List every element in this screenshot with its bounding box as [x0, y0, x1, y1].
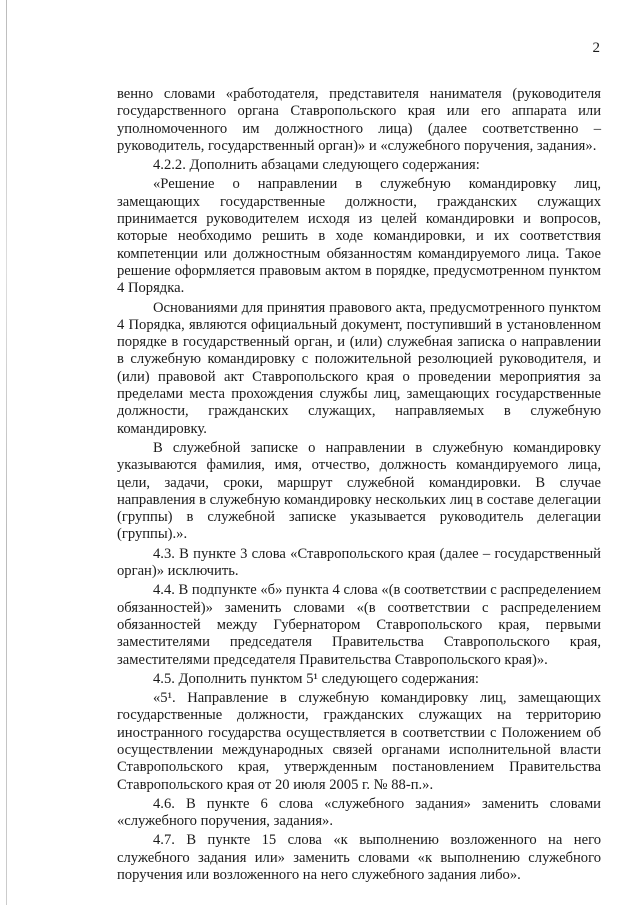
paragraph-memo: В служебной записке о направлении в служебную командировку указываются фамилия, имя, отчество, должность командируемого лица, цели, задачи, сроки, маршрут служебной командировки. В случае направления в служебную командировку нескольких лиц в составе делегации (группы) в служебной записке указывается руководитель делегации (группы).».: [117, 439, 601, 543]
paragraph-grounds: Основаниями для принятия правового акта, предусмотренного пунктом 4 Порядка, являются официальный документ, поступивший в установленном порядке в государственный орган, и (или) служебная записка о направлении в служебную командировку с положительной резолюцией руководителя, и (или) правовой акт Ставропольского края о проведении мероприятия за пределами места прохождения службы лиц, замещающих государственные должности, гражданских служащих, направляемых в служебную командировку.: [117, 299, 601, 437]
paragraph-4-2-2: 4.2.2. Дополнить абзацами следующего содержания:: [153, 157, 480, 174]
scan-edge-line: [6, 0, 7, 905]
paragraph-4-7: 4.7. В пункте 15 слова «к выполнению возложенного на него служебного задания или» заменить словами «к выполнению служебного поручения или возложенного на него служебного задания либо».: [117, 832, 601, 884]
paragraph-5-1: «5¹. Направление в служебную командировку лиц, замещающих государственные должности, гражданских служащих на территорию иностранного государства осуществляется в соответствии с Положением об осуществлении международных связей органами исполнительной власти Ставропольского края, утвержденным постановлением Правительства Ставропольского края от 20 июля 2005 г. № 88-п.».: [117, 690, 601, 793]
paragraph-4-5: 4.5. Дополнить пунктом 5¹ следующего содержания:: [153, 670, 479, 687]
paragraph-continuation: венно словами «работодателя, представителя нанимателя (руководителя государственного органа Ставропольского края или его аппарата или уполномоченного им должностного лица) (далее соответственно – руководитель, государственный орган)» и «служебного поручения, задания».: [117, 86, 601, 154]
paragraph-decision: «Решение о направлении в служебную командировку лиц, замещающих государственные должности, гражданских служащих принимается руководителем исходя из целей командировки и вопросов, которые необходимо решить в ходе командировки, и их соответствия компетенции или должностным обязанностям командируемого лица. Такое решение оформляется правовым актом в порядке, предусмотренном пунктом 4 Порядка.: [117, 176, 601, 297]
paragraph-4-6: 4.6. В пункте 6 слова «служебного задания» заменить словами «служебного поручения, задания».: [117, 795, 601, 830]
paragraph-4-3: 4.3. В пункте 3 слова «Ставропольского края (далее – государственный орган)» исключить.: [117, 545, 601, 580]
page-number: 2: [592, 40, 600, 56]
paragraph-4-4: 4.4. В подпункте «б» пункта 4 слова «(в соответствии с распределением обязанностей)» заменить словами «(в соответствии с распределением обязанностей между Губернатором Ставропольского края, первыми заместителями председателя Правительства Ставропольского края, заместителями председателя Правительства Ставропольского края)».: [117, 582, 601, 668]
document-body: [117, 86, 601, 886]
